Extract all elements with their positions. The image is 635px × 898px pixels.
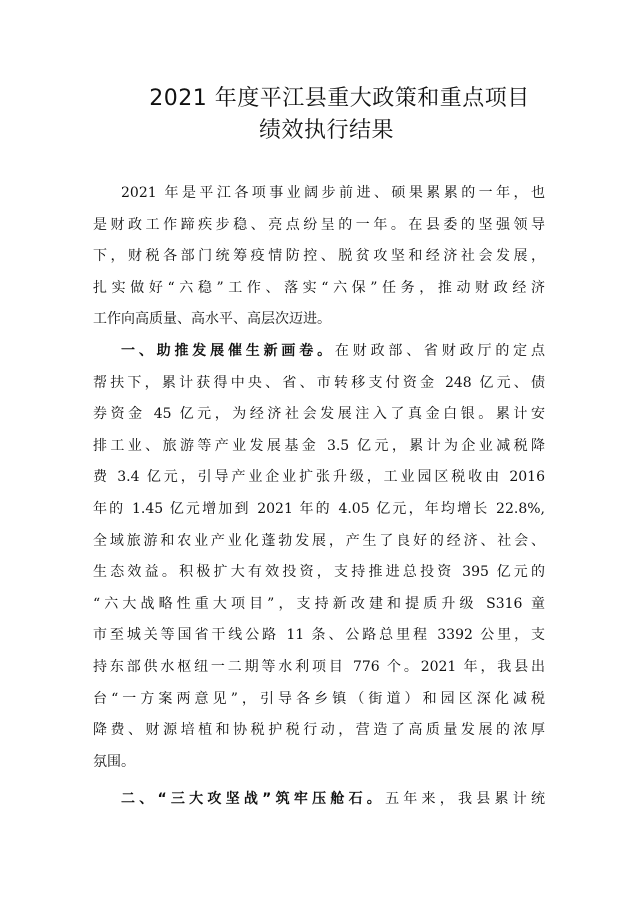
paragraph-line: 帮扶下，累计获得中央、省、市转移支付资金 248 亿元、债 bbox=[93, 374, 545, 391]
paragraph-line: 扎实做好“六稳”工作、落实“六保”任务，推动财政经济 bbox=[93, 279, 545, 296]
section-1-first-line bbox=[93, 336, 545, 368]
section-2-heading: 二、“三大攻坚战”筑牢压舱石。 bbox=[121, 791, 386, 808]
paragraph-line: 持东部供水枢纽一二期等水利项目 776 个。2021 年，我县出 bbox=[93, 658, 545, 675]
section-2-first-line-text: 五年来，我县累计统 bbox=[385, 791, 545, 808]
paragraph-line: 下，财税各部门统筹疫情防控、脱贫攻坚和经济社会发展， bbox=[93, 248, 545, 265]
paragraph-line: 台“一方案两意见”，引导各乡镇（街道）和园区深化减税 bbox=[93, 690, 545, 707]
paragraph-line: 生态效益。积极扩大有效投资，支持推进总投资 395 亿元的 bbox=[93, 564, 545, 581]
paragraph-line: 市至城关等国省干线公路 11 条、公路总里程 3392 公里，支 bbox=[93, 627, 545, 644]
paragraph-line: 氛围。 bbox=[93, 753, 135, 770]
document-title-line-2: 绩效执行结果 bbox=[259, 118, 395, 143]
paragraph-line: “六大战略性重大项目”，支持新改建和提质升级 S316 童 bbox=[93, 595, 545, 612]
paragraph-line: 全域旅游和农业产业化蓬勃发展，产生了良好的经济、社会、 bbox=[93, 532, 545, 549]
paragraph-line: 费 3.4 亿元，引导产业企业扩张升级，工业园区税收由 2016 bbox=[93, 469, 545, 486]
section-2-first-line bbox=[93, 784, 545, 816]
paragraph-line: 券资金 45 亿元，为经济社会发展注入了真金白银。累计安 bbox=[93, 406, 545, 423]
paragraph-line: 是财政工作蹄疾步稳、亮点纷呈的一年。在县委的坚强领导 bbox=[93, 216, 545, 233]
paragraph-line: 工作向高质量、高水平、高层次迈进。 bbox=[93, 311, 331, 328]
document-body bbox=[93, 178, 545, 816]
section-1-first-line-text: 在财政部、省财政厅的定点 bbox=[334, 342, 545, 359]
section-1-heading: 一、助推发展催生新画卷。 bbox=[121, 342, 335, 359]
paragraph-line: 年的 1.45 亿元增加到 2021 年的 4.05 亿元，年均增长 22.8%, bbox=[93, 500, 545, 517]
paragraph-line: 2021 年是平江各项事业阔步前进、硕果累累的一年，也 bbox=[121, 185, 545, 201]
document-title-line-1: 2021 年度平江县重大政策和重点项目 bbox=[149, 86, 530, 111]
paragraph-line: 降费、财源培植和协税护税行动，营造了高质量发展的浓厚 bbox=[93, 722, 545, 739]
paragraph-line: 排工业、旅游等产业发展基金 3.5 亿元，累计为企业减税降 bbox=[93, 437, 545, 454]
